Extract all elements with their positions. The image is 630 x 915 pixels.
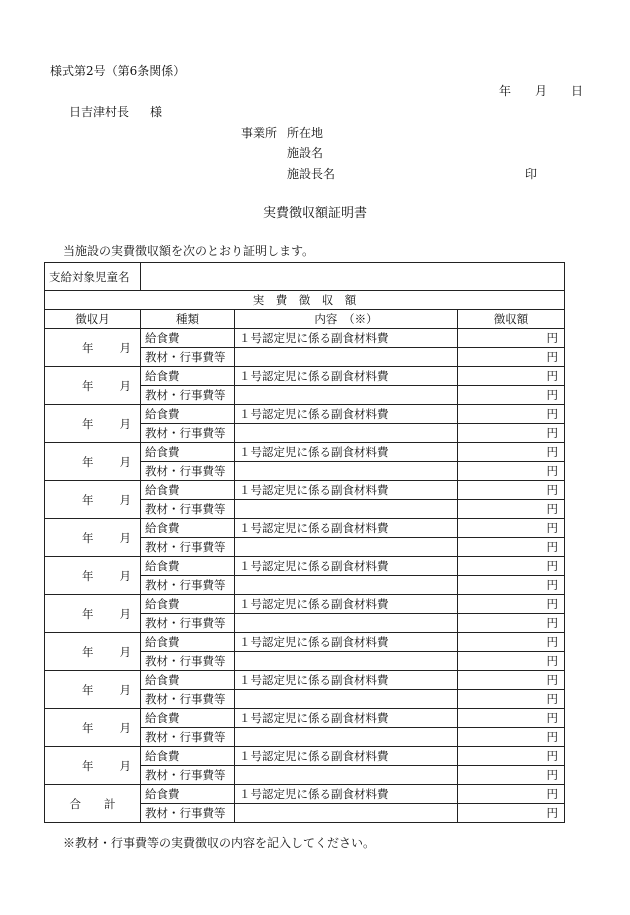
month-month-label: 月 [119,758,131,773]
type-meal: 給食費 [141,709,235,728]
month-month-label: 月 [119,378,131,393]
month-month-label: 月 [119,720,131,735]
month-month-label: 月 [119,530,131,545]
amount-meal[interactable]: 円 [458,633,565,652]
type-materials: 教材・行事費等 [141,462,235,481]
month-cell[interactable] [45,633,141,671]
month-cell[interactable] [45,367,141,405]
month-year-label: 年 [82,492,94,507]
content-materials[interactable] [235,614,458,633]
month-month-label: 月 [119,454,131,469]
content-meal: １号認定児に係る副食材料費 [235,405,458,424]
month-cell[interactable] [45,329,141,367]
type-meal: 給食費 [141,519,235,538]
month-year-label: 年 [82,454,94,469]
content-meal: １号認定児に係る副食材料費 [235,367,458,386]
type-materials: 教材・行事費等 [141,614,235,633]
col-content-header: 内容 （※） [235,310,458,329]
content-materials[interactable] [235,652,458,671]
content-meal: １号認定児に係る副食材料費 [235,481,458,500]
month-month-label: 月 [119,606,131,621]
document-title: 実費徴収額証明書 [263,206,368,221]
content-meal: １号認定児に係る副食材料費 [235,557,458,576]
seal-mark: 印 [525,167,538,181]
type-materials: 教材・行事費等 [141,652,235,671]
table-row [45,367,565,386]
month-cell[interactable] [45,519,141,557]
month-cell[interactable] [45,481,141,519]
content-materials[interactable] [235,462,458,481]
content-meal: １号認定児に係る副食材料費 [235,595,458,614]
amount-meal[interactable]: 円 [458,747,565,766]
type-materials: 教材・行事費等 [141,728,235,747]
table-row [45,709,565,728]
type-materials: 教材・行事費等 [141,424,235,443]
content-materials[interactable] [235,804,458,823]
addressee-honorific: 様 [150,105,163,119]
content-materials[interactable] [235,690,458,709]
content-meal: １号認定児に係る副食材料費 [235,443,458,462]
month-cell[interactable] [45,557,141,595]
month-year-label: 年 [82,720,94,735]
footnote: ※教材・行事費等の実費徴収の内容を記入してください。 [63,836,376,850]
address-label: 所在地 [287,126,324,140]
amount-materials[interactable]: 円 [458,804,565,823]
type-meal: 給食費 [141,747,235,766]
type-meal: 給食費 [141,595,235,614]
type-meal: 給食費 [141,671,235,690]
content-materials[interactable] [235,576,458,595]
month-year-label: 年 [82,378,94,393]
content-meal: １号認定児に係る副食材料費 [235,671,458,690]
table-row [45,519,565,538]
amount-materials[interactable]: 円 [458,728,565,747]
content-materials[interactable] [235,386,458,405]
form-number: 様式第2号（第6条関係） [50,64,186,78]
date-year: 年 [499,84,512,98]
type-meal: 給食費 [141,633,235,652]
type-meal: 給食費 [141,481,235,500]
amount-meal[interactable]: 円 [458,595,565,614]
month-cell[interactable] [45,595,141,633]
table-row [45,481,565,500]
type-materials: 教材・行事費等 [141,348,235,367]
amount-meal[interactable]: 円 [458,481,565,500]
table-row [45,747,565,766]
content-meal: １号認定児に係る副食材料費 [235,709,458,728]
month-cell[interactable] [45,747,141,785]
type-meal: 給食費 [141,405,235,424]
table-row [45,671,565,690]
month-year-label: 年 [82,758,94,773]
table-row [45,595,565,614]
date-day: 日 [571,84,584,98]
type-materials: 教材・行事費等 [141,576,235,595]
table-row [45,557,565,576]
amount-meal[interactable]: 円 [458,671,565,690]
column-header-row [45,310,565,329]
content-meal: １号認定児に係る副食材料費 [235,519,458,538]
director-label: 施設長名 [287,167,336,181]
col-type-header: 種類 [141,310,235,329]
amount-meal[interactable]: 円 [458,785,565,804]
month-year-label: 年 [82,340,94,355]
table-row [45,443,565,462]
section-header: 実 費 徴 収 額 [45,291,565,310]
amount-materials[interactable]: 円 [458,766,565,785]
content-materials[interactable] [235,348,458,367]
table-row [45,785,565,804]
amount-meal[interactable]: 円 [458,519,565,538]
content-meal: １号認定児に係る副食材料費 [235,785,458,804]
child-name-row [45,263,565,291]
amount-materials[interactable]: 円 [458,348,565,367]
content-meal: １号認定児に係る副食材料費 [235,633,458,652]
month-month-label: 月 [119,644,131,659]
child-name-label: 支給対象児童名 [45,263,141,291]
col-amount-header: 徴収額 [458,310,565,329]
month-cell[interactable] [45,443,141,481]
amount-meal[interactable]: 円 [458,709,565,728]
type-meal: 給食費 [141,785,235,804]
month-month-label: 月 [119,416,131,431]
month-cell[interactable] [45,709,141,747]
table-row [45,329,565,348]
facility-name-label: 施設名 [287,146,324,160]
type-materials: 教材・行事費等 [141,690,235,709]
type-materials: 教材・行事費等 [141,804,235,823]
amount-materials[interactable]: 円 [458,576,565,595]
amount-meal[interactable]: 円 [458,405,565,424]
table-row [45,405,565,424]
month-month-label: 月 [119,492,131,507]
content-materials[interactable] [235,500,458,519]
type-meal: 給食費 [141,443,235,462]
type-meal: 給食費 [141,367,235,386]
child-name-field[interactable] [141,263,565,291]
date-month: 月 [535,84,548,98]
amount-meal[interactable]: 円 [458,443,565,462]
amount-meal[interactable]: 円 [458,367,565,386]
type-materials: 教材・行事費等 [141,538,235,557]
intro-text: 当施設の実費徴収額を次のとおり証明します。 [63,244,315,258]
col-month-header: 徴収月 [45,310,141,329]
month-year-label: 年 [82,416,94,431]
amount-materials[interactable]: 円 [458,424,565,443]
month-month-label: 月 [119,568,131,583]
amount-materials[interactable]: 円 [458,500,565,519]
content-materials[interactable] [235,766,458,785]
content-materials[interactable] [235,424,458,443]
month-year-label: 年 [82,568,94,583]
month-cell[interactable] [45,671,141,709]
type-materials: 教材・行事費等 [141,766,235,785]
content-materials[interactable] [235,728,458,747]
expense-table [44,262,565,823]
office-label: 事業所 [241,126,278,140]
amount-materials[interactable]: 円 [458,690,565,709]
table-row [45,633,565,652]
month-year-label: 年 [82,644,94,659]
content-materials[interactable] [235,538,458,557]
month-month-label: 月 [119,340,131,355]
amount-materials[interactable]: 円 [458,652,565,671]
amount-meal[interactable]: 円 [458,329,565,348]
type-meal: 給食費 [141,557,235,576]
content-meal: １号認定児に係る副食材料費 [235,747,458,766]
type-meal: 給食費 [141,329,235,348]
addressee-name: 日吉津村長 [69,105,130,119]
type-materials: 教材・行事費等 [141,386,235,405]
amount-materials[interactable]: 円 [458,614,565,633]
section-header-row [45,291,565,310]
total-label: 合 計 [45,785,141,823]
month-month-label: 月 [119,682,131,697]
month-cell[interactable] [45,405,141,443]
type-materials: 教材・行事費等 [141,500,235,519]
month-year-label: 年 [82,530,94,545]
content-meal: １号認定児に係る副食材料費 [235,329,458,348]
amount-materials[interactable]: 円 [458,538,565,557]
amount-meal[interactable]: 円 [458,557,565,576]
month-year-label: 年 [82,682,94,697]
month-year-label: 年 [82,606,94,621]
amount-materials[interactable]: 円 [458,462,565,481]
amount-materials[interactable]: 円 [458,386,565,405]
